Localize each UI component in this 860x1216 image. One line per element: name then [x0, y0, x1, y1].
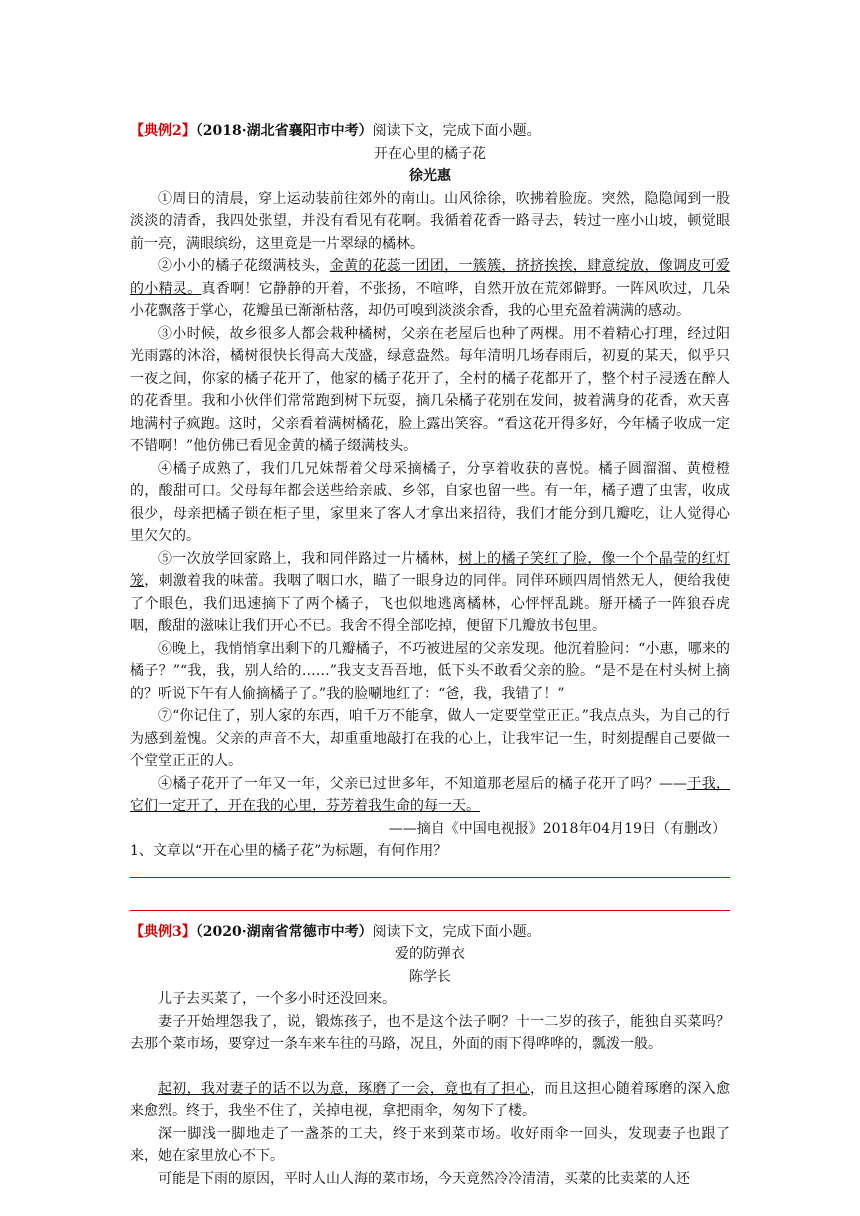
example-2-instruction: 阅读下文，完成下面小题。: [372, 123, 541, 139]
paragraph-4: ④橘子成熟了，我们几兄妹帮着父母采摘橘子，分享着收获的喜悦。橘子圆溜溜、黄橙橙的，酸甜可口。父母每年都会送些给亲戚、乡邻，自家也留一些。有一年，橘子遭了虫害，收成很少，母亲把橘子锁在柜子里，家里来了客人才拿出来招待，我们才能分到几瓣吃，让人觉得心里欠欠的。: [130, 460, 730, 544]
article-2-author: 陈学长: [409, 968, 451, 985]
paragraph-8-underlined: 于我，它们一定开了，开在我的心里，芬芳着我生命的每一天。: [130, 775, 731, 814]
article-title: 开在心里的橘子花: [374, 145, 486, 162]
article-2-paragraph-1: 儿子去买菜了，一个多小时还没回来。: [158, 991, 396, 1007]
article-2-paragraph-3-underlined: 起初，我对妻子的话不以为意，琢磨了一会，竟也有了担心: [158, 1080, 530, 1097]
paragraph-2-text-rest: 真香啊！它静静的开着，不张扬，不喧哗，自然开放在荒郊僻野。一阵风吹过，几朵小花飘落于掌心，花瓣虽已渐渐枯落，却仍可嗅到淡淡余香，我的心里充盈着满满的感动。: [130, 280, 731, 319]
paragraph-5-text: ⑤一次放学回家路上，我和同伴路过一片橘林，: [158, 550, 459, 567]
paragraph-3: ③小时候，故乡很多人都会栽种橘树，父亲在老屋后也种了两棵。用不着精心打理，经过阳光雨露的沐浴，橘树很快长得高大茂盛，绿意盎然。每年清明几场春雨后，初夏的某天，似乎只一夜之间，你家的橘子花开了，他家的橘子花开了，全村的橘子花都开了，整个村子浸透在醉人的花香里。我和小伙伴们常常跑到树下玩耍，摘几朵橘子花别在发间，披着满身的花香，欢天喜地满村子疯跑。这时，父亲看着满树橘花，脸上露出笑容。“看这花开得多好，今年橘子收成一定不错啊！”他仿佛已看见金黄的橘子缀满枝头。: [130, 325, 730, 454]
article-source: ——摘自《中国电视报》2018年04月19日（有删改）: [388, 820, 726, 837]
paragraph-1: ①周日的清晨，穿上运动装前往郊外的南山。山风徐徐，吹拂着脸庞。突然，隐隐闻到一股淡淡的清香，我四处张望，并没有看见有花啊。我循着花香一路寻去，转过一座小山坡，顿觉眼前一亮，满眼缤纷，这里竟是一片翠绿的橘林。: [130, 190, 730, 252]
paragraph-5: [130, 548, 730, 638]
paragraph-5-text-rest: ，刺激着我的味蕾。我咽了咽口水，瞄了一眼身边的同伴。同伴环顾四周悄然无人，便给我使了个眼色，我们迅速摘下了两个橘子，飞也似地逃离橘林，心怦怦乱跳。掰开橘子一阵狼吞虎咽，酸甜的滋味让我们开心不已。我舍不得全部吃掉，便留下几瓣放书包里。: [130, 573, 731, 634]
paragraph-7: ⑦“你记住了，别人家的东西，咱千万不能拿，做人一定要堂堂正正。”我点点头，为自己的行为感到羞愧。父亲的声音不大，却重重地敲打在我的心上，让我牢记一生，时刻提醒自己要做一个堂堂正正的人。: [130, 708, 730, 769]
paragraph-5-underlined: 树上的橘子笑红了脸，像一个个晶莹的红灯笼: [130, 550, 731, 589]
example-2-source-tag: （2018·湖北省襄阳市中考）: [195, 123, 373, 139]
example-2-heading: [130, 120, 730, 143]
example-3-tag: 【典例3】: [130, 923, 196, 940]
article-2-paragraph-4: 深一脚浅一脚地走了一盏茶的工夫，终于来到菜市场。收好雨伞一回头，发现妻子也跟了来，她在家里放心不下。: [130, 1125, 730, 1164]
example-3-instruction: 阅读下文，完成下面小题。: [372, 923, 541, 940]
paragraph-8: [130, 773, 730, 818]
paragraph-6: ⑥晚上，我悄悄拿出剩下的几瓣橘子，不巧被进屋的父亲发现。他沉着脸问：“小惠，哪来的橘子？”“我，我，别人给的……”我支支吾吾地，低下头不敢看父亲的脸。“是不是在村头树上摘的？听说下午有人偷摘橘子了。”我的脸唰地红了：“爸，我，我错了！”: [130, 640, 730, 702]
article-2-paragraph-5: 可能是下雨的原因，平时人山人海的菜市场，今天竟然冷冷清清，买菜的比卖菜的人还: [158, 1170, 690, 1187]
paragraph-2-underlined: 金黄的花蕊一团团，一簇簇，挤挤挨挨，肆意绽放，像调皮可爱的小精灵。: [130, 258, 731, 297]
example-3-heading: [130, 921, 730, 944]
example-2-tag: 【典例2】: [130, 123, 196, 139]
answer-line-1[interactable]: [130, 877, 730, 878]
blank-line: [130, 1056, 730, 1078]
article-2-title: 爱的防弹衣: [395, 946, 465, 962]
paragraph-2: [130, 255, 730, 323]
answer-line-2[interactable]: [130, 910, 730, 911]
example-3-source-tag: （2020·湖南省常德市中考）: [195, 923, 373, 940]
paragraph-2-text: ②小小的橘子花缀满枝头，: [158, 258, 330, 274]
article-2-paragraph-2: 妻子开始埋怨我了，说，锻炼孩子，也不是这个法子啊？十一二岁的孩子，能独自买菜吗？去那个菜市场，要穿过一条车来车往的马路，况且，外面的雨下得哗哗的，瓢泼一般。: [130, 1013, 730, 1052]
article-author: 徐光惠: [409, 168, 451, 184]
paragraph-8-text: ④橘子花开了一年又一年，父亲已过世多年，不知道那老屋后的橘子花开了吗？——: [158, 775, 688, 792]
question-1: 1、文章以“开在心里的橘子花”为标题，有何作用？: [130, 843, 448, 859]
article-2-paragraph-3-text: ，而且这担心随着琢磨的深入愈来愈烈。终于，我坐不住了，关掉电视，拿把雨伞，匆匆下了楼。: [130, 1080, 730, 1119]
document-page: [130, 120, 730, 1190]
article-2-paragraph-3: [130, 1078, 730, 1123]
